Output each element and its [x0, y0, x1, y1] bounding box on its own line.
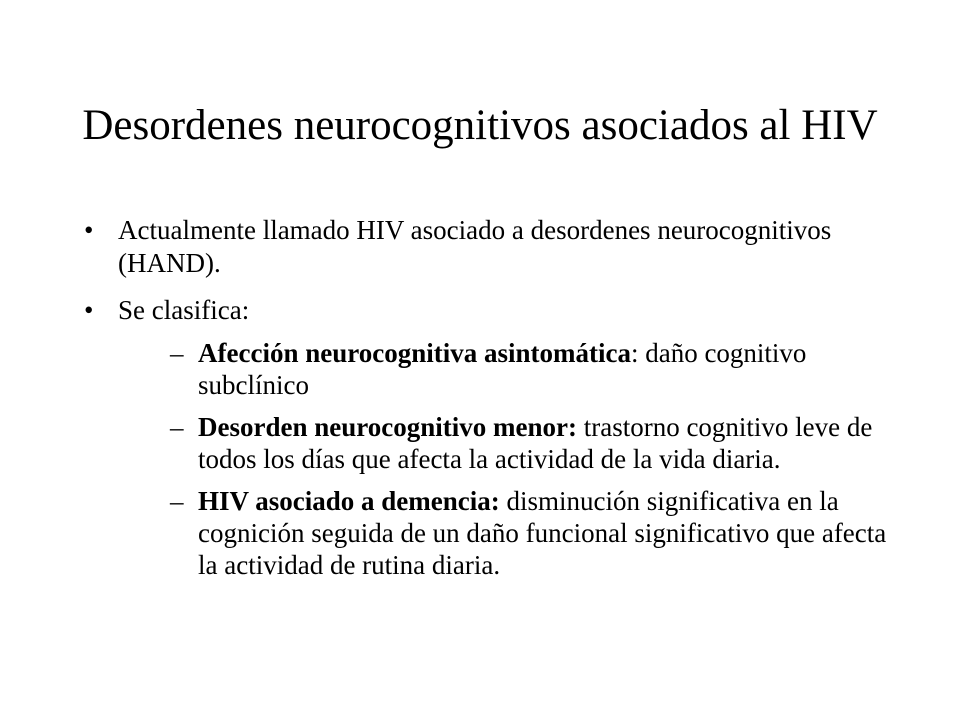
classification-term: Desorden neurocognitivo menor: [198, 412, 577, 442]
bullet-text: Se clasifica: [118, 295, 250, 325]
classification-term: HIV asociado a demencia: [198, 486, 500, 516]
classification-description: disminución significativa en la cognición seguida de un daño funcional significativo que afecta la actividad de rutina diaria. [198, 486, 887, 580]
classification-item [118, 485, 900, 581]
slide-content [80, 214, 900, 595]
bullet-marker: • [84, 215, 94, 245]
sub-bullet-marker: – [170, 412, 184, 442]
classification-item [118, 337, 900, 401]
bullet-item [80, 294, 900, 581]
bullet-item [80, 214, 900, 280]
classification-list [118, 337, 900, 581]
classification-description: trastorno cognitivo leve de todos los días que afecta la actividad de la vida diaria. [198, 412, 873, 474]
bullet-text: Actualmente llamado HIV asociado a desordenes neurocognitivos (HAND). [118, 215, 832, 278]
classification-description: : daño cognitivo subclínico [198, 338, 807, 400]
slide-title: Desordenes neurocognitivos asociados al HIV [82, 102, 878, 149]
sub-bullet-marker: – [170, 338, 184, 368]
classification-item [118, 411, 900, 475]
sub-bullet-marker: – [170, 486, 184, 516]
bullet-marker: • [84, 295, 94, 325]
classification-term: Afección neurocognitiva asintomática [198, 338, 631, 368]
